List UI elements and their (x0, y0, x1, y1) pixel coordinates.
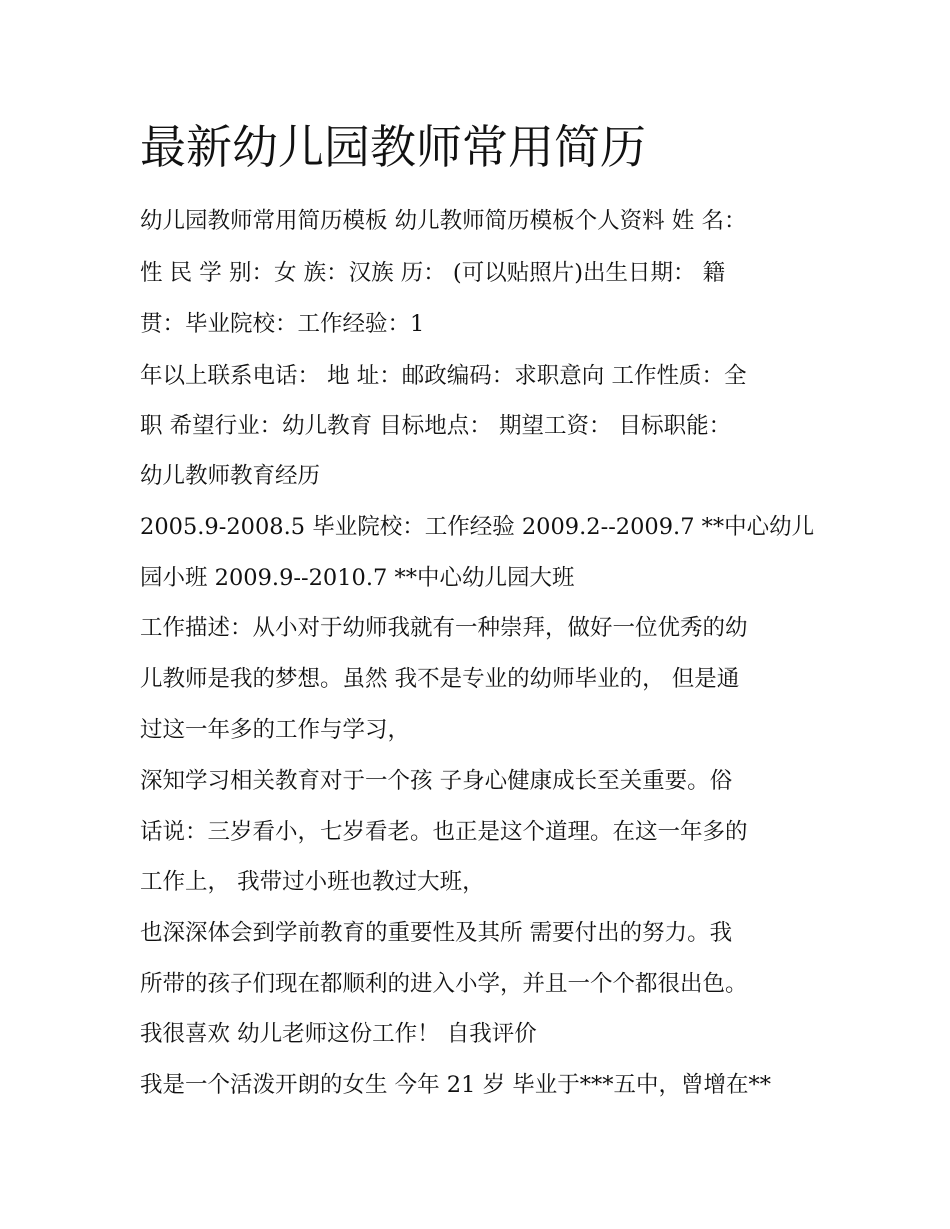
body-line-3: 贯：毕业院校：工作经验：1 (140, 311, 425, 337)
body-line-12: 深知学习相关教育对于一个孩 子身心健康成长至关重要。俗 (140, 768, 733, 794)
body-line-4: 年以上联系电话： 地 址：邮政编码：求职意向 工作性质：全 (140, 363, 747, 389)
body-line-6: 幼儿教师教育经历 (140, 463, 321, 489)
body-line-7: 2005.9-2008.5 毕业院校：工作经验 2009.2--2009.7 **中心幼儿 (140, 514, 815, 540)
body-line-18: 我是一个活泼开朗的女生 今年 21 岁 毕业于***五中，曾增在** (140, 1072, 771, 1098)
body-line-16: 所带的孩子们现在都顺利的进入小学，并且一个个都很出色。 (140, 971, 748, 997)
body-line-10: 儿教师是我的梦想。虽然 我不是专业的幼师毕业的， 但是通 (140, 666, 740, 692)
body-line-17: 我很喜欢 幼儿老师这份工作！ 自我评价 (140, 1021, 537, 1047)
body-line-15: 也深深体会到学前教育的重要性及其所 需要付出的努力。我 (140, 920, 733, 946)
body-line-5: 职 希望行业：幼儿教育 目标地点： 期望工资： 目标职能： (140, 413, 732, 439)
body-line-1: 幼儿园教师常用简历模板 幼儿教师简历模板个人资料 姓 名： (140, 208, 747, 234)
body-line-2: 性 民 学 别：女 族：汉族 历： (可以贴照片)出生日期： 籍 (140, 260, 726, 286)
document-title: 最新幼儿园教师常用简历 (140, 120, 646, 174)
body-line-14: 工作上， 我带过小班也教过大班， (140, 869, 485, 895)
body-line-11: 过这一年多的工作与学习， (140, 717, 411, 743)
body-line-9: 工作描述：从小对于幼师我就有一种崇拜，做好一位优秀的幼 (140, 615, 748, 641)
body-line-8: 园小班 2009.9--2010.7 **中心幼儿园大班 (140, 565, 575, 591)
body-line-13: 话说：三岁看小，七岁看老。也正是这个道理。在这一年多的 (140, 819, 748, 845)
